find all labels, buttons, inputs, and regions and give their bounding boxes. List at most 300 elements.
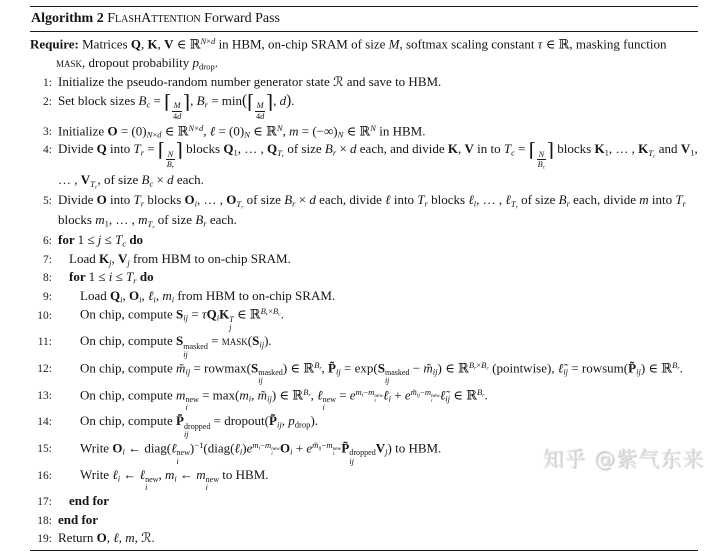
math-run: , (281, 413, 289, 429)
line-content (58, 511, 698, 529)
math-run: N (370, 122, 376, 133)
math-run: c (486, 365, 489, 372)
line-number: 10: (37, 309, 52, 322)
math-run: ℓ (385, 192, 391, 208)
math-run: ∈ ℝ (450, 386, 477, 402)
math-run: ij (258, 376, 263, 386)
math-run: O (96, 529, 107, 545)
stack-sub (229, 324, 231, 332)
algorithm-line (30, 268, 698, 287)
math-run: Q (130, 35, 141, 51)
math-run: for (58, 232, 78, 248)
line-number: 2: (43, 95, 52, 108)
math-run: B (138, 92, 147, 108)
math-run: ℓ (234, 440, 240, 456)
math-run: ℓ̃ (439, 386, 446, 402)
math-run: O (112, 440, 123, 456)
subscript (683, 199, 686, 209)
supsub-stack (431, 394, 440, 405)
line-content (58, 412, 698, 439)
math-run: ∈ ℝ (161, 122, 189, 138)
math-run: in HBM. (375, 122, 426, 138)
algorithm-line (30, 386, 698, 413)
math-run: in to (473, 141, 504, 157)
stack-sub (333, 452, 334, 457)
math-run: −1 (194, 439, 204, 450)
math-run: , (273, 92, 280, 108)
line-content (58, 359, 698, 386)
line-number: 7: (43, 253, 52, 266)
math-run: m̃ (423, 360, 433, 376)
math-run: S (250, 360, 259, 376)
subscript (172, 165, 174, 171)
math-run: r (204, 99, 208, 110)
math-run: drop (294, 419, 311, 430)
math-run: p (288, 413, 295, 429)
math-run: ij (183, 349, 188, 359)
fraction-numerator (255, 101, 265, 112)
superscript (312, 439, 342, 458)
watermark: 知乎 @紫气东来 (542, 447, 704, 471)
math-run: i (171, 294, 175, 305)
math-run: V (375, 440, 386, 456)
math-run: , dropout probability (82, 54, 193, 70)
math-run: B (558, 192, 567, 208)
math-run: K (219, 306, 230, 322)
line-content (58, 386, 698, 413)
math-run: into (648, 192, 676, 208)
math-run: Q (206, 306, 217, 322)
math-run: m (368, 386, 375, 397)
math-run: N (188, 122, 195, 133)
math-run: ( (247, 333, 253, 349)
math-run: Initialize (58, 122, 108, 138)
math-run: i (473, 198, 477, 209)
math-run: d (309, 192, 316, 208)
math-run: S (252, 333, 260, 349)
math-run: new (271, 446, 281, 453)
math-run: m (138, 212, 148, 228)
math-run: e (246, 440, 253, 456)
line-number: 5: (43, 195, 52, 208)
math-run: r (566, 198, 570, 209)
math-run: ij (184, 429, 189, 439)
math-run: 1 (104, 218, 109, 229)
math-run: , (457, 141, 465, 157)
math-run: i (290, 446, 293, 457)
math-run: P̃ (341, 440, 350, 456)
math-run: of size (284, 141, 325, 157)
math-run: , ℛ. (134, 529, 155, 545)
math-run: , (190, 92, 197, 108)
math-run: new (185, 395, 199, 405)
math-run: B (672, 359, 678, 370)
line-content (58, 268, 698, 287)
math-run: i (145, 483, 148, 493)
math-run: T (648, 147, 654, 158)
stack-sub (183, 351, 187, 359)
algorithm-label: Algorithm 2 (31, 11, 108, 26)
math-run: dropped (184, 421, 211, 431)
math-run: × (268, 306, 273, 317)
supsub-stack (385, 369, 410, 385)
math-run: ij (636, 366, 641, 377)
line-content (58, 332, 698, 359)
math-run: j (127, 257, 130, 268)
math-run: m (252, 439, 259, 450)
math-run: i (248, 393, 252, 404)
line-number: 8: (43, 272, 52, 285)
math-run: T (133, 141, 141, 157)
fraction (254, 101, 265, 121)
math-run: , … , (108, 212, 139, 228)
math-run: each. (173, 172, 204, 188)
math-run: V (80, 172, 91, 188)
line-number: 15: (37, 443, 52, 456)
math-run: into (390, 192, 418, 208)
math-run: i (120, 294, 123, 305)
line-number: 12: (37, 363, 52, 376)
math-run: new (176, 448, 190, 458)
subscript (147, 129, 162, 139)
math-run: + (390, 386, 405, 402)
supsub-stack (184, 423, 210, 439)
math-run: m (164, 466, 175, 482)
math-run: m (196, 466, 206, 482)
math-run: T (236, 198, 242, 209)
math-run: r (152, 224, 155, 231)
math-run: m (326, 439, 333, 450)
math-run: ⌈ (157, 140, 166, 162)
superscript (314, 360, 321, 370)
superscript (355, 386, 384, 405)
stack-sub (374, 399, 375, 404)
superscript (194, 440, 203, 450)
math-run: ℓ (505, 192, 511, 208)
fraction-numerator (537, 150, 546, 161)
math-run: p (192, 54, 200, 70)
math-run: of size (517, 192, 559, 208)
math-run: ) ∈ ℝ (282, 360, 315, 376)
math-run: ⌈ (528, 140, 537, 162)
math-run: = (207, 333, 222, 349)
math-run: ). (264, 333, 272, 349)
math-run: ℛ (333, 74, 344, 90)
math-run: from HBM to on-chip SRAM. (174, 287, 336, 303)
math-run: for (69, 269, 89, 285)
math-run: ) to HBM. (387, 440, 442, 456)
math-run: e (404, 386, 411, 402)
math-run: ij (335, 366, 341, 377)
math-run: 4 (255, 111, 261, 121)
supsub-stack (183, 343, 208, 359)
math-run: , (118, 529, 126, 545)
math-run: = (150, 92, 165, 108)
math-run: × (152, 129, 158, 140)
math-run: ℓ (383, 386, 389, 402)
math-run: 1 (690, 147, 695, 158)
math-run: masked (384, 368, 410, 378)
math-run: Divide (58, 192, 97, 208)
math-run: c (149, 178, 154, 189)
line-number: 17: (37, 496, 52, 509)
math-run: K (594, 141, 605, 157)
math-run: = (514, 141, 529, 157)
require-line (30, 35, 698, 73)
algorithm-line (30, 359, 698, 386)
math-run: r (424, 198, 428, 209)
line-number: 4: (43, 144, 52, 157)
math-run: B (314, 359, 320, 370)
math-run: T (675, 192, 683, 208)
math-run: ij (185, 366, 191, 377)
math-run: N (146, 129, 153, 140)
math-run: c (653, 153, 656, 160)
fraction-denominator (536, 160, 547, 171)
supsub-stack (322, 396, 335, 412)
math-run: r (281, 153, 285, 160)
math-run: P̃ (268, 413, 277, 429)
math-run: r (140, 198, 145, 209)
math-run: ⌈ (164, 92, 172, 114)
algorithm-line (30, 92, 698, 122)
math-run: B (324, 141, 333, 157)
math-run: new (374, 392, 384, 399)
math-run: τ (201, 306, 207, 322)
math-run: i (174, 472, 177, 483)
math-run: blocks (144, 192, 185, 208)
subscript (295, 420, 311, 430)
superscript (469, 360, 489, 370)
math-run: T (229, 315, 234, 325)
stack-sub (431, 399, 432, 404)
math-run: ij (416, 392, 420, 399)
math-run: , … , (58, 141, 698, 188)
math-run: Return (58, 529, 97, 545)
fraction (165, 150, 175, 171)
math-run: 1 ≤ (88, 269, 109, 285)
math-run: N (167, 149, 174, 159)
math-run: d (177, 111, 182, 121)
algorithm-header (30, 7, 698, 31)
line-content (58, 231, 698, 250)
math-run: dropped (349, 448, 376, 458)
math-run: m (95, 212, 105, 228)
math-run: ℓ (139, 466, 146, 482)
math-run: mask (221, 333, 248, 349)
algorithm-line (30, 305, 698, 332)
math-run: c (94, 184, 98, 191)
math-run: ∈ ℝ (233, 306, 261, 322)
math-run: end for (69, 493, 110, 509)
math-run: i (122, 446, 125, 457)
math-run: T (510, 198, 516, 209)
algorithm-line (30, 412, 698, 439)
algorithm-line (30, 529, 698, 547)
math-run: , (140, 35, 148, 51)
math-run: Initialize the pseudo-random number generator state (58, 74, 334, 90)
math-run: T (417, 192, 425, 208)
math-run: ) (189, 440, 195, 456)
math-run: = (144, 141, 158, 157)
math-run: ℓ (148, 287, 154, 303)
math-run: − (363, 386, 369, 397)
math-run: ∈ ℝ (343, 122, 371, 138)
math-run: B (481, 359, 487, 370)
math-run: B (476, 386, 483, 397)
supsub-stack (374, 394, 383, 405)
math-run: and save to HBM. (343, 74, 442, 90)
math-run: T (126, 269, 134, 285)
algorithm-line (30, 250, 698, 269)
math-run: B (537, 160, 543, 170)
math-run: O (226, 192, 237, 208)
math-run: c (278, 312, 281, 319)
math-run: ≤ (112, 269, 127, 285)
math-run: T (133, 192, 141, 208)
math-run: On chip, compute (80, 333, 177, 349)
math-run: blocks (427, 192, 469, 208)
math-run: = (0) (117, 122, 147, 138)
math-run: P̃ (328, 360, 336, 376)
fraction (171, 101, 182, 121)
math-run: d (157, 129, 162, 140)
math-run: , (106, 529, 114, 545)
math-run: P̃ (176, 413, 184, 429)
math-run: − (321, 439, 327, 450)
line-number: 9: (43, 290, 52, 303)
math-run: m̃ (312, 439, 319, 450)
math-run: Write (80, 466, 113, 482)
math-run: T (503, 141, 512, 157)
math-run: r (474, 365, 477, 372)
supsub-stack (206, 476, 219, 492)
supsub-stack (349, 449, 375, 465)
stack-sub (271, 452, 272, 457)
math-run: , (122, 287, 129, 303)
math-run: r (682, 198, 686, 209)
math-run: . (214, 54, 218, 70)
math-run: V (117, 250, 128, 266)
superscript (260, 306, 281, 319)
line-number: 16: (37, 469, 52, 482)
math-run: , … , (197, 192, 227, 208)
fraction-numerator (166, 150, 175, 161)
math-run: d (198, 122, 204, 133)
math-run: = max( (198, 386, 240, 402)
math-run: V (164, 35, 174, 51)
math-run: new (145, 474, 159, 484)
math-run: − (409, 360, 424, 376)
math-run: i (205, 483, 208, 493)
math-run: m̃ (176, 360, 186, 376)
math-run: drop (199, 61, 215, 72)
line-number: 14: (37, 416, 52, 429)
subscript (511, 199, 518, 209)
stack-sub (322, 404, 324, 412)
math-run: N (244, 129, 250, 140)
math-run: ) ∈ ℝ (640, 360, 673, 376)
math-run: O (96, 192, 107, 208)
line-number: 11: (37, 336, 52, 349)
math-run: each, divide (315, 192, 386, 208)
math-run: each, and divide (356, 141, 448, 157)
math-run: into (106, 141, 134, 157)
line-content (58, 73, 698, 91)
math-run: Q (223, 141, 234, 157)
fraction-denominator (254, 112, 265, 122)
math-run: V (464, 141, 474, 157)
math-run: i (176, 456, 179, 466)
math-run: m (355, 386, 362, 397)
math-run: r (482, 392, 485, 399)
math-run: m̃ (257, 386, 268, 402)
math-run: r (241, 204, 244, 211)
math-run: r (265, 312, 269, 319)
algorithm-line (30, 332, 698, 359)
math-run: T (115, 232, 123, 248)
math-run: Load (69, 250, 99, 266)
algorithm-lines (30, 73, 698, 547)
math-run: j (385, 446, 388, 457)
line-number: 3: (43, 125, 52, 138)
math-run: N (200, 35, 207, 46)
math-run: ⌉ (175, 140, 183, 162)
math-run: O (184, 192, 195, 208)
math-run: ij (349, 456, 354, 466)
algorithm-title-rest: Forward Pass (200, 11, 281, 26)
math-run: . (484, 386, 488, 402)
supsub-stack (176, 449, 189, 465)
math-run: , (111, 250, 118, 266)
math-run: − (260, 439, 265, 450)
algorithm-line (30, 122, 698, 141)
line-content (58, 191, 698, 231)
math-run: d (350, 141, 357, 157)
superscript (252, 439, 281, 458)
math-run: − (419, 386, 425, 397)
subscript (648, 148, 655, 158)
math-run: (pointwise), (488, 360, 558, 376)
math-run: i (431, 398, 433, 405)
math-run: Q (266, 141, 278, 157)
math-run: ∈ ℝ (249, 122, 277, 138)
math-run: Matrices (82, 35, 131, 51)
stack-sub (349, 458, 353, 466)
math-run: ← diag( (124, 440, 172, 456)
math-run: , … , (237, 141, 267, 157)
math-run: ℓ (468, 192, 474, 208)
math-run: M (388, 35, 400, 51)
math-run: r (677, 365, 680, 372)
math-run: and (655, 141, 681, 157)
math-run: = min (207, 92, 243, 108)
math-run: each, divide (569, 192, 640, 208)
math-run: ij (445, 393, 451, 404)
math-run: ij (432, 366, 438, 377)
math-run: Q (109, 287, 121, 303)
line-content (58, 92, 698, 122)
math-run: = (−∞) (298, 122, 338, 138)
math-run: i (216, 313, 220, 324)
algorithm-line (30, 231, 698, 250)
math-run: end for (58, 511, 99, 527)
math-run: new (332, 446, 342, 453)
math-run: to HBM. (219, 466, 269, 482)
math-run: m (424, 386, 432, 397)
math-run: (diag( (203, 440, 235, 456)
math-run: ). (310, 413, 319, 429)
